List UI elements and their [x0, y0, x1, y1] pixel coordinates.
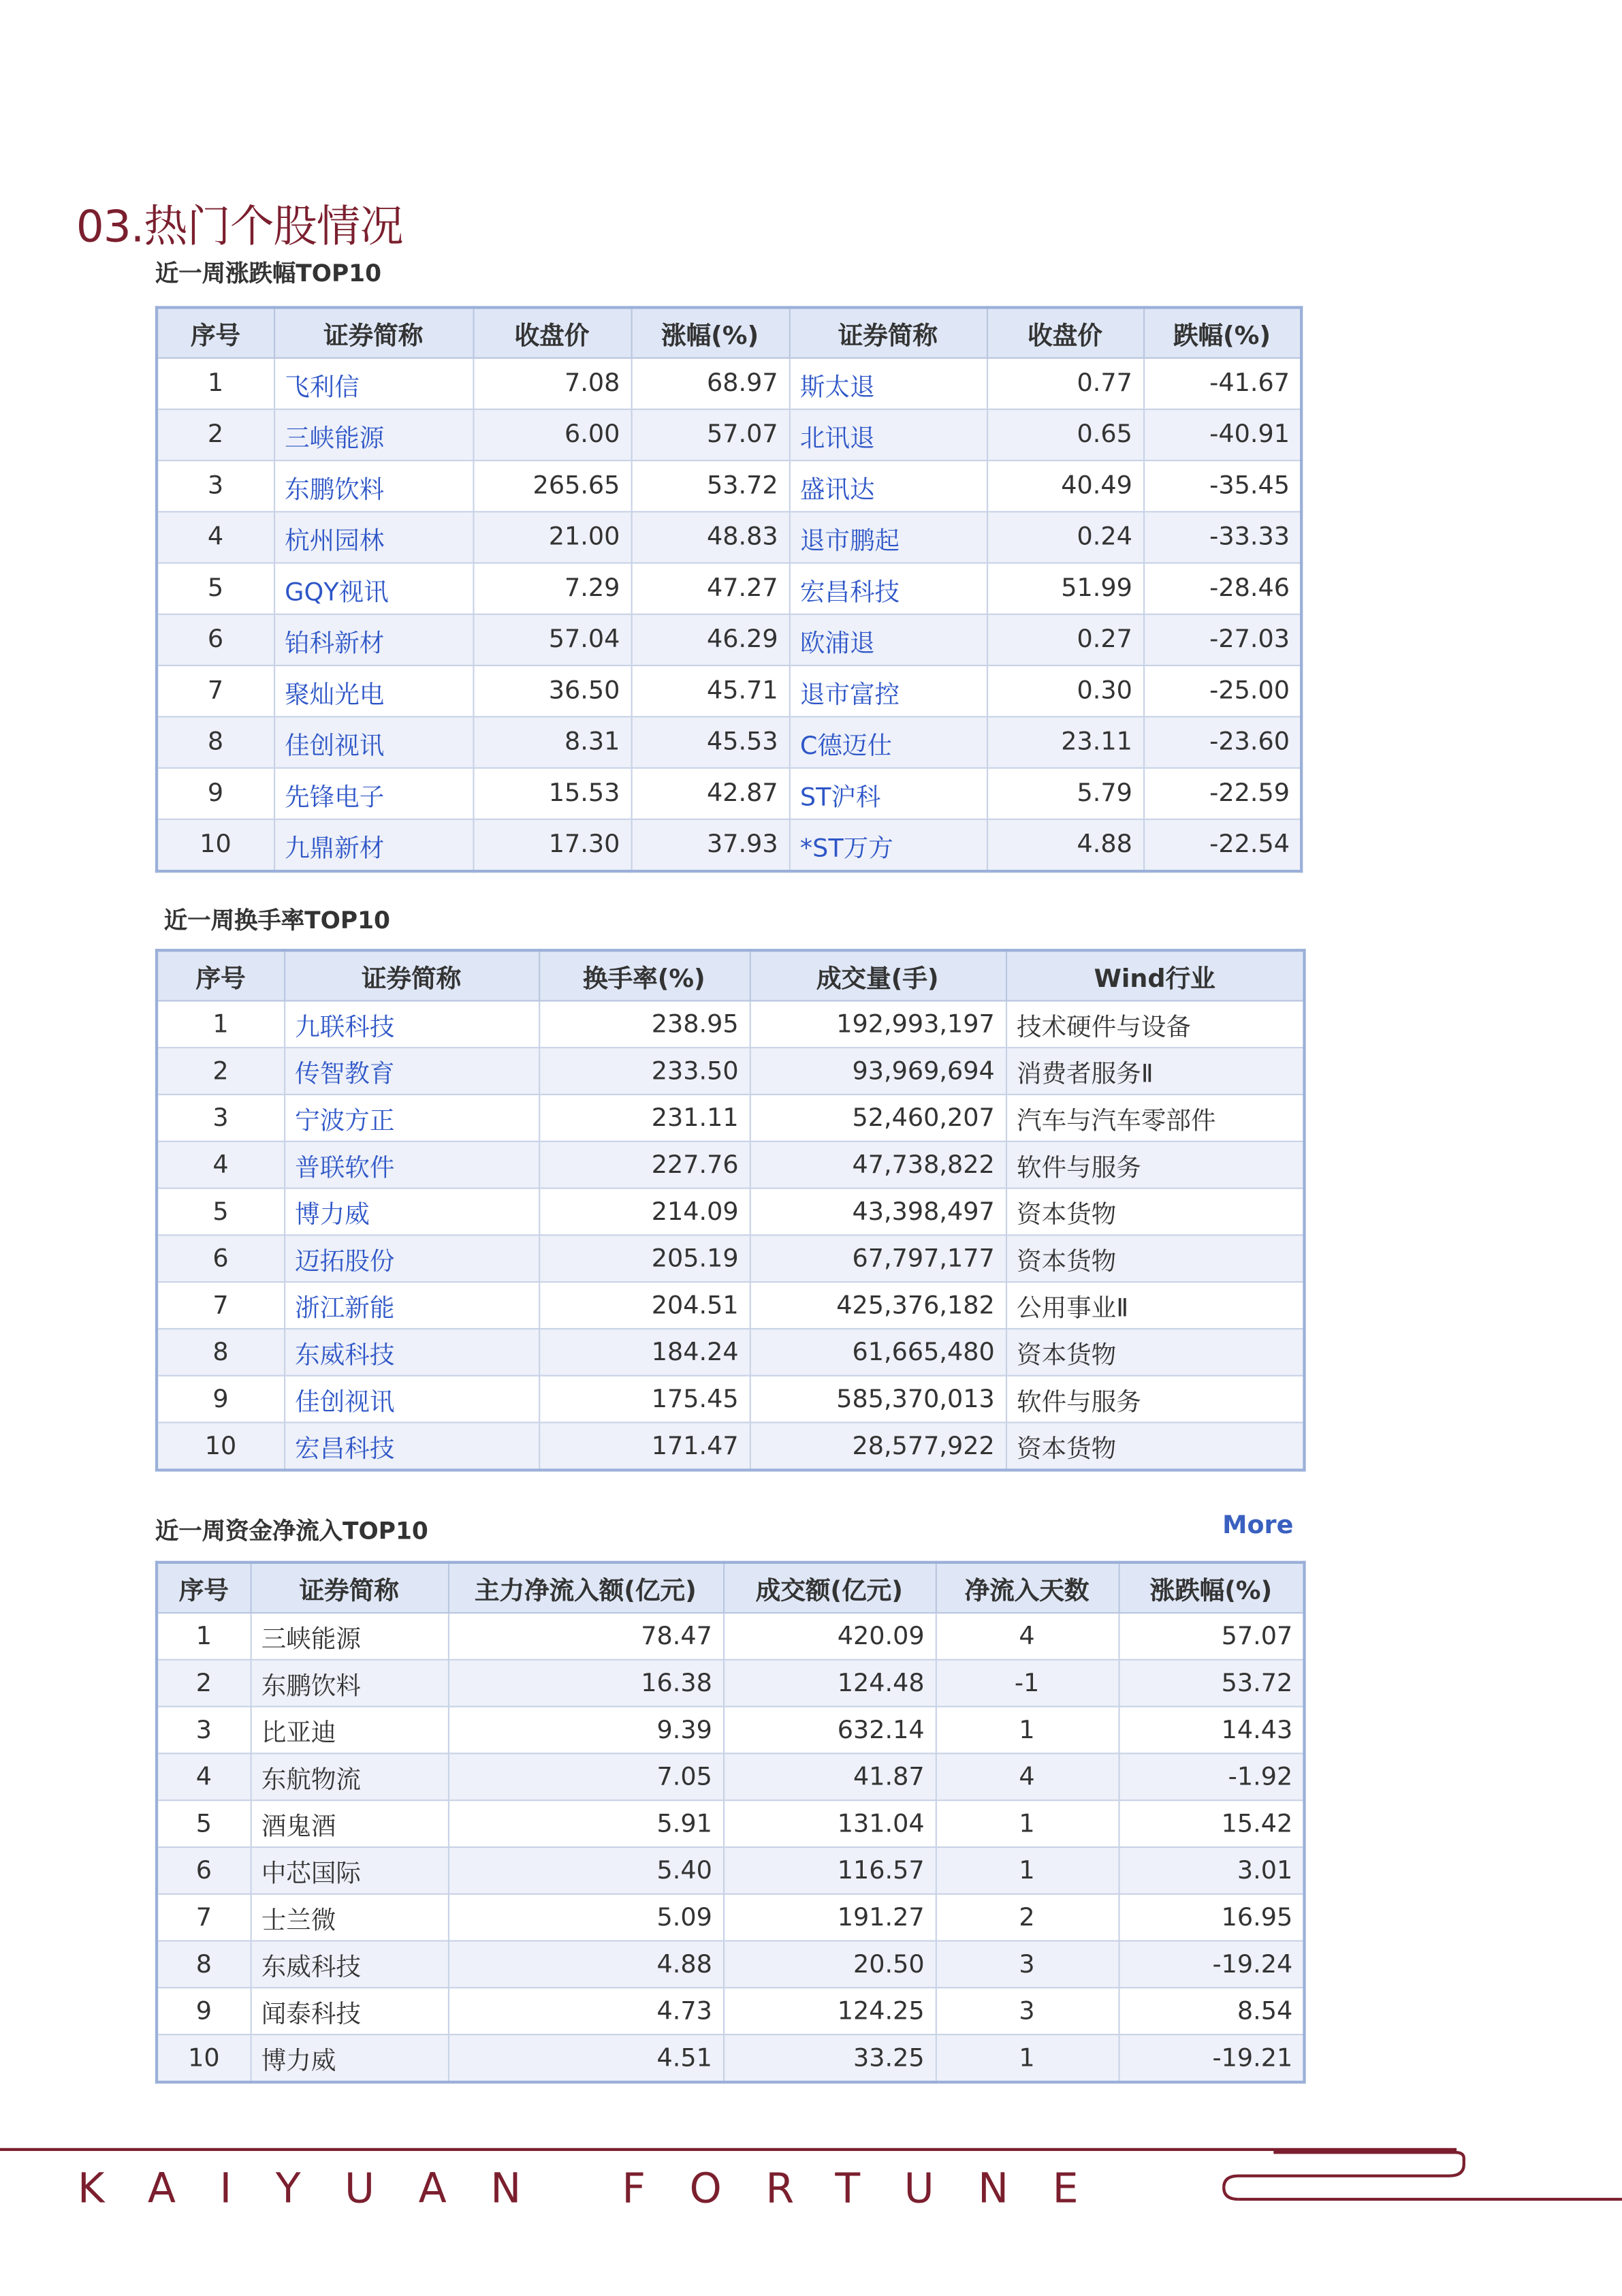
- table-cell: 士兰微: [251, 1894, 448, 1941]
- table-cell: 48.83: [631, 512, 789, 563]
- table-row: [157, 768, 1301, 819]
- table-cell: 3: [936, 1987, 1119, 2034]
- table-cell: 酒鬼酒: [251, 1800, 448, 1847]
- table-cell: 汽车与汽车零部件: [1006, 1095, 1305, 1142]
- table-cell: 东鹏饮料: [251, 1660, 448, 1707]
- table-cell: 47,738,822: [750, 1142, 1006, 1189]
- table-cell: 10: [157, 819, 274, 871]
- table-cell: 2: [157, 1048, 284, 1095]
- table1-caption: 近一周涨跌幅TOP10: [155, 259, 382, 287]
- table-cell: 4.73: [448, 1987, 723, 2034]
- stock-name-link[interactable]: 迈拓股份: [284, 1235, 539, 1282]
- table-cell: 资本货物: [1006, 1235, 1305, 1282]
- table-cell: 8: [157, 717, 274, 768]
- table-cell: -19.21: [1118, 2034, 1304, 2082]
- table-cell: -40.91: [1143, 409, 1301, 460]
- table-row: [157, 358, 1301, 409]
- table-row: [157, 1142, 1304, 1189]
- table-cell: 17.30: [473, 819, 631, 871]
- table-row: [157, 614, 1301, 665]
- table-cell: 5.40: [448, 1847, 723, 1894]
- stock-name-link[interactable]: C德迈仕: [789, 717, 987, 768]
- table-cell: 中芯国际: [251, 1847, 448, 1894]
- table-cell: 6.00: [473, 409, 631, 460]
- price-change-table: [155, 306, 1303, 872]
- table-cell: 46.29: [631, 614, 789, 665]
- stock-name-link[interactable]: 盛讯达: [789, 460, 987, 512]
- table-cell: -27.03: [1143, 614, 1301, 665]
- table-cell: 231.11: [539, 1095, 750, 1142]
- table-cell: 1: [936, 1847, 1119, 1894]
- footer-pen-icon: [1215, 2143, 1622, 2211]
- table-cell: 15.42: [1118, 1800, 1304, 1847]
- stock-name-link[interactable]: 杭州园林: [274, 512, 473, 563]
- table-cell: 53.72: [631, 460, 789, 512]
- table-cell: 2: [157, 1660, 251, 1707]
- table-cell: 5.91: [448, 1800, 723, 1847]
- table-cell: 9: [157, 1376, 284, 1423]
- table-cell: 67,797,177: [750, 1235, 1006, 1282]
- table-cell: 3: [936, 1941, 1119, 1988]
- stock-name-link[interactable]: 东威科技: [284, 1329, 539, 1376]
- table-cell: 23.11: [987, 717, 1143, 768]
- table-cell: 6: [157, 1847, 251, 1894]
- table-cell: 软件与服务: [1006, 1142, 1305, 1189]
- table-row: [157, 1235, 1304, 1282]
- stock-name-link[interactable]: 九联科技: [284, 1001, 539, 1048]
- table-row: [157, 1800, 1304, 1847]
- table-cell: 632.14: [723, 1707, 936, 1754]
- table-cell: 0.27: [987, 614, 1143, 665]
- stock-name-link[interactable]: 北讯退: [789, 409, 987, 460]
- stock-name-link[interactable]: 退市鹏起: [789, 512, 987, 563]
- table-cell: 5.79: [987, 768, 1143, 819]
- table-cell: 61,665,480: [750, 1329, 1006, 1376]
- table-cell: 1: [157, 358, 274, 409]
- table-cell: 16.38: [448, 1660, 723, 1707]
- table-cell: 3: [157, 1707, 251, 1754]
- table-cell: 124.48: [723, 1660, 936, 1707]
- table-cell: 3: [157, 1095, 284, 1142]
- table-cell: -28.46: [1143, 563, 1301, 614]
- table-cell: 7: [157, 1282, 284, 1329]
- table-cell: 205.19: [539, 1235, 750, 1282]
- stock-name-link[interactable]: 普联软件: [284, 1142, 539, 1189]
- table1-header-1: 证券简称: [274, 307, 473, 358]
- stock-name-link[interactable]: 先锋电子: [274, 768, 473, 819]
- table-cell: 4: [157, 1753, 251, 1800]
- table-row: [157, 1376, 1304, 1423]
- table-cell: -22.54: [1143, 819, 1301, 871]
- table-cell: 191.27: [723, 1894, 936, 1941]
- table3-header-5: 涨跌幅(%): [1118, 1562, 1304, 1613]
- table-row: [157, 1329, 1304, 1376]
- table1-header-2: 收盘价: [473, 307, 631, 358]
- table-cell: 0.30: [987, 665, 1143, 717]
- stock-name-link[interactable]: 佳创视讯: [274, 717, 473, 768]
- table-cell: 420.09: [723, 1613, 936, 1660]
- table-cell: 124.25: [723, 1987, 936, 2034]
- table-cell: 78.47: [448, 1613, 723, 1660]
- table-cell: 14.43: [1118, 1707, 1304, 1754]
- table-cell: -23.60: [1143, 717, 1301, 768]
- stock-name-link[interactable]: 飞利信: [274, 358, 473, 409]
- table-row: [157, 717, 1301, 768]
- table-cell: 214.09: [539, 1189, 750, 1236]
- table-cell: 软件与服务: [1006, 1376, 1305, 1423]
- table-cell: -1.92: [1118, 1753, 1304, 1800]
- table-cell: 5: [157, 1800, 251, 1847]
- section-title: 03.热门个股情况: [76, 202, 403, 253]
- table-cell: 93,969,694: [750, 1048, 1006, 1095]
- table-cell: 7.08: [473, 358, 631, 409]
- table-cell: 37.93: [631, 819, 789, 871]
- table-cell: 6: [157, 1235, 284, 1282]
- table-cell: 233.50: [539, 1048, 750, 1095]
- table-cell: 131.04: [723, 1800, 936, 1847]
- table-cell: 227.76: [539, 1142, 750, 1189]
- table-cell: 52,460,207: [750, 1095, 1006, 1142]
- table3-header-3: 成交额(亿元): [723, 1562, 936, 1613]
- table-cell: 6: [157, 614, 274, 665]
- table-cell: -19.24: [1118, 1941, 1304, 1988]
- table-cell: 1: [157, 1001, 284, 1048]
- table3-header-1: 证券简称: [251, 1562, 448, 1613]
- table-row: [157, 1189, 1304, 1236]
- table-row: [157, 1660, 1304, 1707]
- stock-name-link[interactable]: ST沪科: [789, 768, 987, 819]
- table3-header-0: 序号: [157, 1562, 251, 1613]
- stock-name-link[interactable]: 东鹏饮料: [274, 460, 473, 512]
- table-cell: 20.50: [723, 1941, 936, 1988]
- table-cell: 技术硬件与设备: [1006, 1001, 1305, 1048]
- table-row: [157, 1282, 1304, 1329]
- stock-name-link[interactable]: 三峡能源: [274, 409, 473, 460]
- table-cell: 4: [936, 1613, 1119, 1660]
- table-cell: 8: [157, 1941, 251, 1988]
- table-cell: 7: [157, 665, 274, 717]
- table-cell: 51.99: [987, 563, 1143, 614]
- table-row: [157, 819, 1301, 871]
- table-cell: 博力威: [251, 2034, 448, 2082]
- table-cell: 43,398,497: [750, 1189, 1006, 1236]
- table-cell: 2: [936, 1894, 1119, 1941]
- table-row: [157, 460, 1301, 512]
- table-row: [157, 1987, 1304, 2034]
- table-cell: 425,376,182: [750, 1282, 1006, 1329]
- table-cell: 0.77: [987, 358, 1143, 409]
- table-cell: 36.50: [473, 665, 631, 717]
- table-cell: 8.31: [473, 717, 631, 768]
- table-cell: 8: [157, 1329, 284, 1376]
- table-cell: 21.00: [473, 512, 631, 563]
- table-row: [157, 1707, 1304, 1754]
- table-cell: 5.09: [448, 1894, 723, 1941]
- table-cell: 4.88: [448, 1941, 723, 1988]
- table-cell: 53.72: [1118, 1660, 1304, 1707]
- table-cell: 7.05: [448, 1753, 723, 1800]
- table-cell: -33.33: [1143, 512, 1301, 563]
- stock-name-link[interactable]: 退市富控: [789, 665, 987, 717]
- table-cell: 资本货物: [1006, 1189, 1305, 1236]
- table-cell: 5: [157, 563, 274, 614]
- table-cell: 9: [157, 1987, 251, 2034]
- table3-header-4: 净流入天数: [936, 1562, 1119, 1613]
- table-row: [157, 1613, 1304, 1660]
- table2-header-4: Wind行业: [1006, 950, 1305, 1001]
- turnover-table: [155, 949, 1306, 1471]
- table-cell: 9: [157, 768, 274, 819]
- table-cell: 8.54: [1118, 1987, 1304, 2034]
- table-cell: 1: [936, 1707, 1119, 1754]
- stock-name-link[interactable]: 宏昌科技: [284, 1423, 539, 1471]
- table-cell: 东航物流: [251, 1753, 448, 1800]
- table-cell: -41.67: [1143, 358, 1301, 409]
- table-cell: 40.49: [987, 460, 1143, 512]
- table-cell: 比亚迪: [251, 1707, 448, 1754]
- stock-name-link[interactable]: 浙江新能: [284, 1282, 539, 1329]
- stock-name-link[interactable]: 宏昌科技: [789, 563, 987, 614]
- table-cell: -22.59: [1143, 768, 1301, 819]
- table-cell: 3: [157, 460, 274, 512]
- table-cell: 47.27: [631, 563, 789, 614]
- table-cell: 10: [157, 2034, 251, 2082]
- table-cell: 0.24: [987, 512, 1143, 563]
- table1-header-0: 序号: [157, 307, 274, 358]
- table-cell: 57.07: [1118, 1613, 1304, 1660]
- table-cell: -35.45: [1143, 460, 1301, 512]
- table-row: [157, 409, 1301, 460]
- stock-name-link[interactable]: 博力威: [284, 1189, 539, 1236]
- stock-name-link[interactable]: 欧浦退: [789, 614, 987, 665]
- table-cell: 资本货物: [1006, 1423, 1305, 1471]
- table-cell: 东威科技: [251, 1941, 448, 1988]
- table-cell: 9.39: [448, 1707, 723, 1754]
- table-cell: 15.53: [473, 768, 631, 819]
- table-cell: 4: [157, 1142, 284, 1189]
- table3-header-2: 主力净流入额(亿元): [448, 1562, 723, 1613]
- net-inflow-table: [155, 1561, 1306, 2083]
- table-cell: 7.29: [473, 563, 631, 614]
- table-cell: 68.97: [631, 358, 789, 409]
- table-cell: -25.00: [1143, 665, 1301, 717]
- table-cell: 265.65: [473, 460, 631, 512]
- table-cell: 238.95: [539, 1001, 750, 1048]
- table1-header-4: 证券简称: [789, 307, 987, 358]
- table-cell: 3.01: [1118, 1847, 1304, 1894]
- table-cell: 171.47: [539, 1423, 750, 1471]
- stock-name-link[interactable]: *ST万方: [789, 819, 987, 871]
- table-row: [157, 512, 1301, 563]
- table-cell: 资本货物: [1006, 1329, 1305, 1376]
- table-row: [157, 1894, 1304, 1941]
- table-cell: 4: [936, 1753, 1119, 1800]
- stock-name-link[interactable]: 佳创视讯: [284, 1376, 539, 1423]
- table-cell: 33.25: [723, 2034, 936, 2082]
- table-row: [157, 1001, 1304, 1048]
- table-cell: 57.04: [473, 614, 631, 665]
- table-cell: 116.57: [723, 1847, 936, 1894]
- table1-header-5: 收盘价: [987, 307, 1143, 358]
- table2-header-0: 序号: [157, 950, 284, 1001]
- table1-header-3: 涨幅(%): [631, 307, 789, 358]
- table-cell: 45.71: [631, 665, 789, 717]
- table-cell: 消费者服务Ⅱ: [1006, 1048, 1305, 1095]
- table-row: [157, 1847, 1304, 1894]
- table-cell: 2: [157, 409, 274, 460]
- table2-header-2: 换手率(%): [539, 950, 750, 1001]
- table-row: [157, 1423, 1304, 1471]
- table-cell: 公用事业Ⅱ: [1006, 1282, 1305, 1329]
- table2-header-1: 证券简称: [284, 950, 539, 1001]
- table-cell: 175.45: [539, 1376, 750, 1423]
- table-row: [157, 1753, 1304, 1800]
- table-row: [157, 665, 1301, 717]
- table-cell: 5: [157, 1189, 284, 1236]
- table-cell: 7: [157, 1894, 251, 1941]
- table-cell: 1: [936, 2034, 1119, 2082]
- table-cell: 闻泰科技: [251, 1987, 448, 2034]
- table-cell: 45.53: [631, 717, 789, 768]
- table-row: [157, 1095, 1304, 1142]
- table-row: [157, 1048, 1304, 1095]
- table2-caption: 近一周换手率TOP10: [163, 906, 390, 934]
- stock-name-link[interactable]: 聚灿光电: [274, 665, 473, 717]
- table-cell: 4.88: [987, 819, 1143, 871]
- table-cell: 16.95: [1118, 1894, 1304, 1941]
- stock-name-link[interactable]: 传智教育: [284, 1048, 539, 1095]
- table-row: [157, 1941, 1304, 1988]
- table-cell: 41.87: [723, 1753, 936, 1800]
- table-cell: 28,577,922: [750, 1423, 1006, 1471]
- stock-name-link[interactable]: 铂科新材: [274, 614, 473, 665]
- more-link[interactable]: More: [1222, 1511, 1294, 1541]
- stock-name-link[interactable]: 斯太退: [789, 358, 987, 409]
- table-cell: 42.87: [631, 768, 789, 819]
- table-cell: 三峡能源: [251, 1613, 448, 1660]
- table-cell: 192,993,197: [750, 1001, 1006, 1048]
- table-cell: 1: [936, 1800, 1119, 1847]
- table-row: [157, 2034, 1304, 2082]
- table-row: [157, 563, 1301, 614]
- table-cell: 204.51: [539, 1282, 750, 1329]
- table-cell: 0.65: [987, 409, 1143, 460]
- table-cell: -1: [936, 1660, 1119, 1707]
- stock-name-link[interactable]: 宁波方正: [284, 1095, 539, 1142]
- table-cell: 57.07: [631, 409, 789, 460]
- table-cell: 4: [157, 512, 274, 563]
- stock-name-link[interactable]: GQY视讯: [274, 563, 473, 614]
- table-cell: 184.24: [539, 1329, 750, 1376]
- stock-name-link[interactable]: 九鼎新材: [274, 819, 473, 871]
- table-cell: 10: [157, 1423, 284, 1471]
- table-cell: 4.51: [448, 2034, 723, 2082]
- table2-header-3: 成交量(手): [750, 950, 1006, 1001]
- table1-header-6: 跌幅(%): [1143, 307, 1301, 358]
- table-cell: 585,370,013: [750, 1376, 1006, 1423]
- footer-brand: KAIYUAN FORTUNE: [77, 2164, 1123, 2213]
- table3-caption: 近一周资金净流入TOP10: [155, 1517, 428, 1545]
- table-cell: 1: [157, 1613, 251, 1660]
